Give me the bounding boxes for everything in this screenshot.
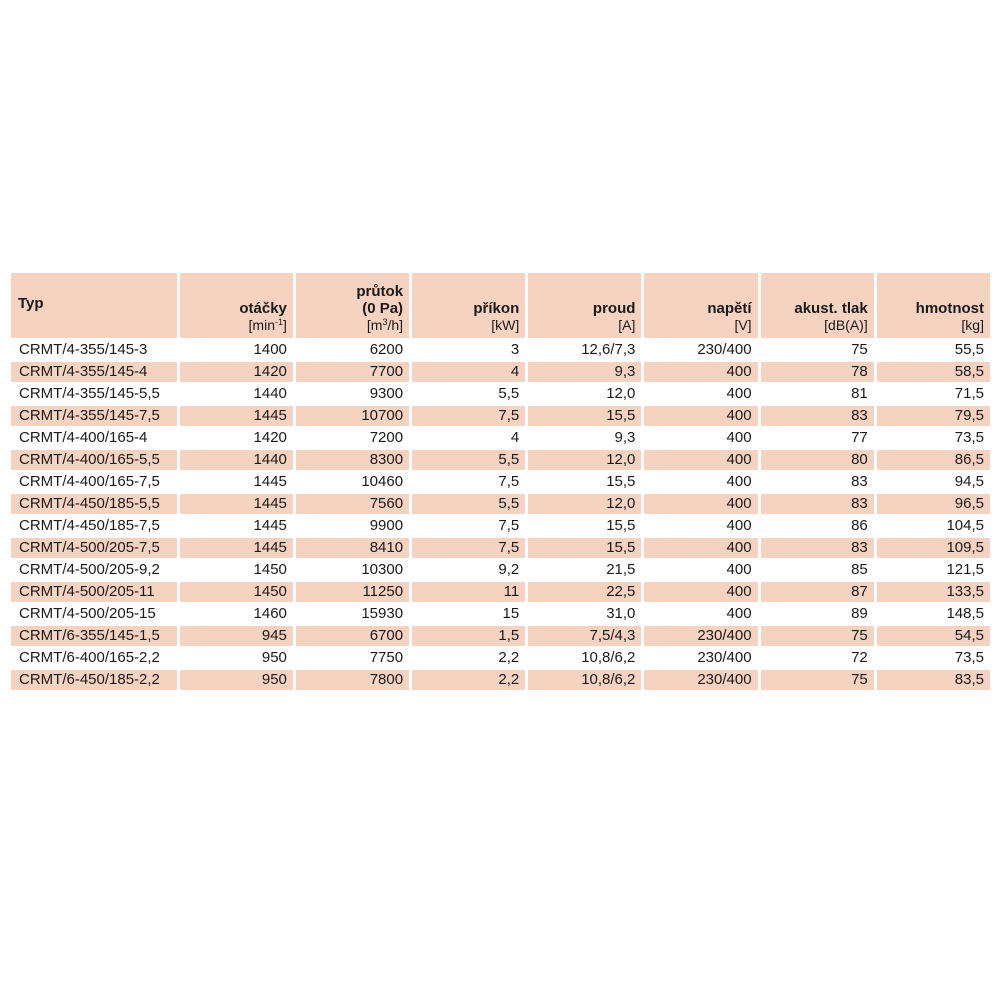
cell-speed: 1450	[253, 561, 287, 578]
table-row	[11, 450, 990, 470]
cell-speed: 1450	[180, 582, 293, 602]
cell-airflow: 7750	[369, 649, 404, 666]
cell-speed: 1460	[253, 605, 287, 622]
cell-weight: 54,5	[877, 626, 990, 646]
cell-weight: 55,5	[954, 341, 984, 358]
header-prutok: průtok (0 Pa) $[m^3/h]$	[296, 273, 409, 338]
table-row	[11, 516, 990, 536]
table-row	[11, 560, 990, 580]
cell-weight: 73,5	[954, 429, 984, 446]
cell-type: CRMT/4-355/145-4	[11, 362, 177, 382]
spec-table	[8, 271, 993, 692]
cell-speed: 1445	[180, 538, 293, 558]
table-row	[11, 538, 990, 558]
cell-type: CRMT/4-355/145-7,5	[11, 406, 177, 426]
cell-speed: 1445	[253, 473, 287, 490]
cell-power: 7,5	[412, 406, 525, 426]
cell-voltage: 400	[644, 362, 757, 382]
cell-current: 12,0	[528, 494, 641, 514]
cell-noise: 86	[851, 517, 868, 534]
cell-airflow: 10700	[296, 406, 409, 426]
header-proud: proud [A]	[528, 273, 641, 338]
cell-weight: 104,5	[946, 517, 984, 534]
cell-speed: 1445	[253, 517, 287, 534]
cell-current: 10,8/6,2	[528, 670, 641, 690]
cell-type: CRMT/4-500/205-7,5	[11, 538, 177, 558]
cell-noise: 78	[761, 362, 874, 382]
header-akust-tlak: akust. tlak [dB(A)]	[761, 273, 874, 338]
cell-noise: 83	[851, 473, 868, 490]
cell-voltage: 400	[644, 450, 757, 470]
cell-airflow: 7800	[296, 670, 409, 690]
cell-type: CRMT/4-500/205-9,2	[19, 561, 160, 578]
cell-current: 9,3	[528, 362, 641, 382]
cell-power: 1,5	[412, 626, 525, 646]
cell-voltage: 400	[726, 429, 752, 446]
cell-voltage: 400	[726, 517, 752, 534]
cell-speed: 1420	[253, 429, 287, 446]
cell-speed: 1440	[253, 385, 287, 402]
cell-voltage: 400	[726, 473, 752, 490]
cell-current: 15,5	[606, 473, 636, 490]
cell-noise: 83	[761, 538, 874, 558]
cell-current: 9,3	[614, 429, 636, 446]
cell-current: 10,8/6,2	[581, 649, 636, 666]
table-row	[11, 604, 990, 624]
cell-noise: 75	[761, 670, 874, 690]
cell-current: 21,5	[606, 561, 636, 578]
cell-voltage: 400	[644, 406, 757, 426]
cell-airflow: 7560	[296, 494, 409, 514]
cell-voltage: 400	[644, 538, 757, 558]
cell-weight: 94,5	[954, 473, 984, 490]
cell-airflow: 6700	[296, 626, 409, 646]
cell-voltage: 400	[726, 561, 752, 578]
header-prikon: příkon [kW]	[412, 273, 525, 338]
cell-type: CRMT/6-450/185-2,2	[11, 670, 177, 690]
cell-airflow: 8300	[296, 450, 409, 470]
header-otacky: otáčky $[\min^{-1}]$	[180, 273, 293, 338]
cell-speed: 1440	[180, 450, 293, 470]
table-row	[11, 670, 990, 690]
cell-noise: 83	[761, 494, 874, 514]
table-row	[11, 648, 990, 668]
cell-power: 2,2	[498, 649, 520, 666]
cell-speed: 950	[261, 649, 287, 666]
cell-type: CRMT/4-450/185-5,5	[11, 494, 177, 514]
cell-power: 4	[510, 429, 520, 446]
table-row	[11, 340, 990, 360]
cell-airflow: 7200	[369, 429, 404, 446]
cell-current: 31,0	[606, 605, 636, 622]
cell-weight: 83,5	[877, 670, 990, 690]
table-row	[11, 362, 990, 382]
cell-power: 3	[510, 341, 520, 358]
cell-speed: 1445	[180, 494, 293, 514]
cell-airflow: 8410	[296, 538, 409, 558]
cell-airflow: 9300	[369, 385, 404, 402]
cell-weight: 148,5	[946, 605, 984, 622]
cell-airflow: 15930	[361, 605, 404, 622]
cell-type: CRMT/6-355/145-1,5	[11, 626, 177, 646]
cell-weight: 71,5	[954, 385, 984, 402]
cell-weight: 73,5	[954, 649, 984, 666]
cell-noise: 89	[851, 605, 868, 622]
cell-voltage: 400	[644, 494, 757, 514]
cell-weight: 86,5	[877, 450, 990, 470]
table-row	[11, 406, 990, 426]
cell-noise: 80	[761, 450, 874, 470]
cell-power: 9,2	[498, 561, 520, 578]
cell-current: 12,6/7,3	[581, 341, 636, 358]
cell-power: 5,5	[498, 385, 520, 402]
cell-noise: 81	[851, 385, 868, 402]
header-napeti: napětí [V]	[644, 273, 757, 338]
table-row	[11, 384, 990, 404]
cell-weight: 79,5	[877, 406, 990, 426]
cell-noise: 72	[851, 649, 868, 666]
cell-type: CRMT/4-500/205-11	[11, 582, 177, 602]
cell-voltage: 230/400	[697, 341, 752, 358]
cell-current: 12,0	[528, 450, 641, 470]
table-row	[11, 582, 990, 602]
cell-weight: 133,5	[877, 582, 990, 602]
cell-power: 4	[412, 362, 525, 382]
cell-current: 7,5/4,3	[528, 626, 641, 646]
cell-current: 12,0	[606, 385, 636, 402]
header-row	[11, 273, 990, 338]
cell-noise: 77	[851, 429, 868, 446]
cell-weight: 121,5	[946, 561, 984, 578]
cell-airflow: 9900	[369, 517, 404, 534]
cell-voltage: 230/400	[644, 670, 757, 690]
cell-airflow: 10460	[361, 473, 404, 490]
cell-airflow: 11250	[296, 582, 409, 602]
cell-airflow: 10300	[361, 561, 404, 578]
cell-weight: 109,5	[877, 538, 990, 558]
cell-airflow: 7700	[296, 362, 409, 382]
header-hmotnost: hmotnost [kg]	[877, 273, 990, 338]
cell-power: 7,5	[498, 517, 520, 534]
cell-speed: 1400	[253, 341, 287, 358]
cell-weight: 96,5	[877, 494, 990, 514]
table-row	[11, 626, 990, 646]
cell-type: CRMT/4-500/205-15	[19, 605, 156, 622]
cell-type: CRMT/4-400/165-5,5	[11, 450, 177, 470]
cell-power: 15	[502, 605, 520, 622]
table-row	[11, 428, 990, 448]
cell-noise: 87	[761, 582, 874, 602]
cell-type: CRMT/4-450/185-7,5	[19, 517, 160, 534]
cell-type: CRMT/6-400/165-2,2	[19, 649, 160, 666]
cell-voltage: 230/400	[697, 649, 752, 666]
cell-power: 2,2	[412, 670, 525, 690]
cell-power: 11	[412, 582, 525, 602]
cell-noise: 75	[851, 341, 868, 358]
cell-current: 15,5	[528, 538, 641, 558]
cell-voltage: 400	[726, 385, 752, 402]
cell-type: CRMT/4-355/145-3	[19, 341, 148, 358]
cell-voltage: 400	[644, 582, 757, 602]
table-body	[11, 340, 990, 690]
cell-speed: 1445	[180, 406, 293, 426]
cell-power: 5,5	[412, 494, 525, 514]
cell-voltage: 400	[726, 605, 752, 622]
cell-weight: 58,5	[877, 362, 990, 382]
cell-power: 7,5	[412, 538, 525, 558]
cell-power: 7,5	[498, 473, 520, 490]
cell-noise: 85	[851, 561, 868, 578]
cell-voltage: 230/400	[644, 626, 757, 646]
table-row	[11, 472, 990, 492]
cell-speed: 945	[180, 626, 293, 646]
cell-speed: 1420	[180, 362, 293, 382]
cell-power: 5,5	[412, 450, 525, 470]
cell-current: 15,5	[528, 406, 641, 426]
cell-current: 22,5	[528, 582, 641, 602]
cell-speed: 950	[180, 670, 293, 690]
cell-type: CRMT/4-400/165-4	[19, 429, 148, 446]
header-typ: Typ	[11, 273, 177, 338]
cell-noise: 83	[761, 406, 874, 426]
table-row	[11, 494, 990, 514]
cell-noise: 75	[761, 626, 874, 646]
cell-airflow: 6200	[369, 341, 404, 358]
cell-type: CRMT/4-355/145-5,5	[19, 385, 160, 402]
cell-type: CRMT/4-400/165-7,5	[19, 473, 160, 490]
cell-current: 15,5	[606, 517, 636, 534]
